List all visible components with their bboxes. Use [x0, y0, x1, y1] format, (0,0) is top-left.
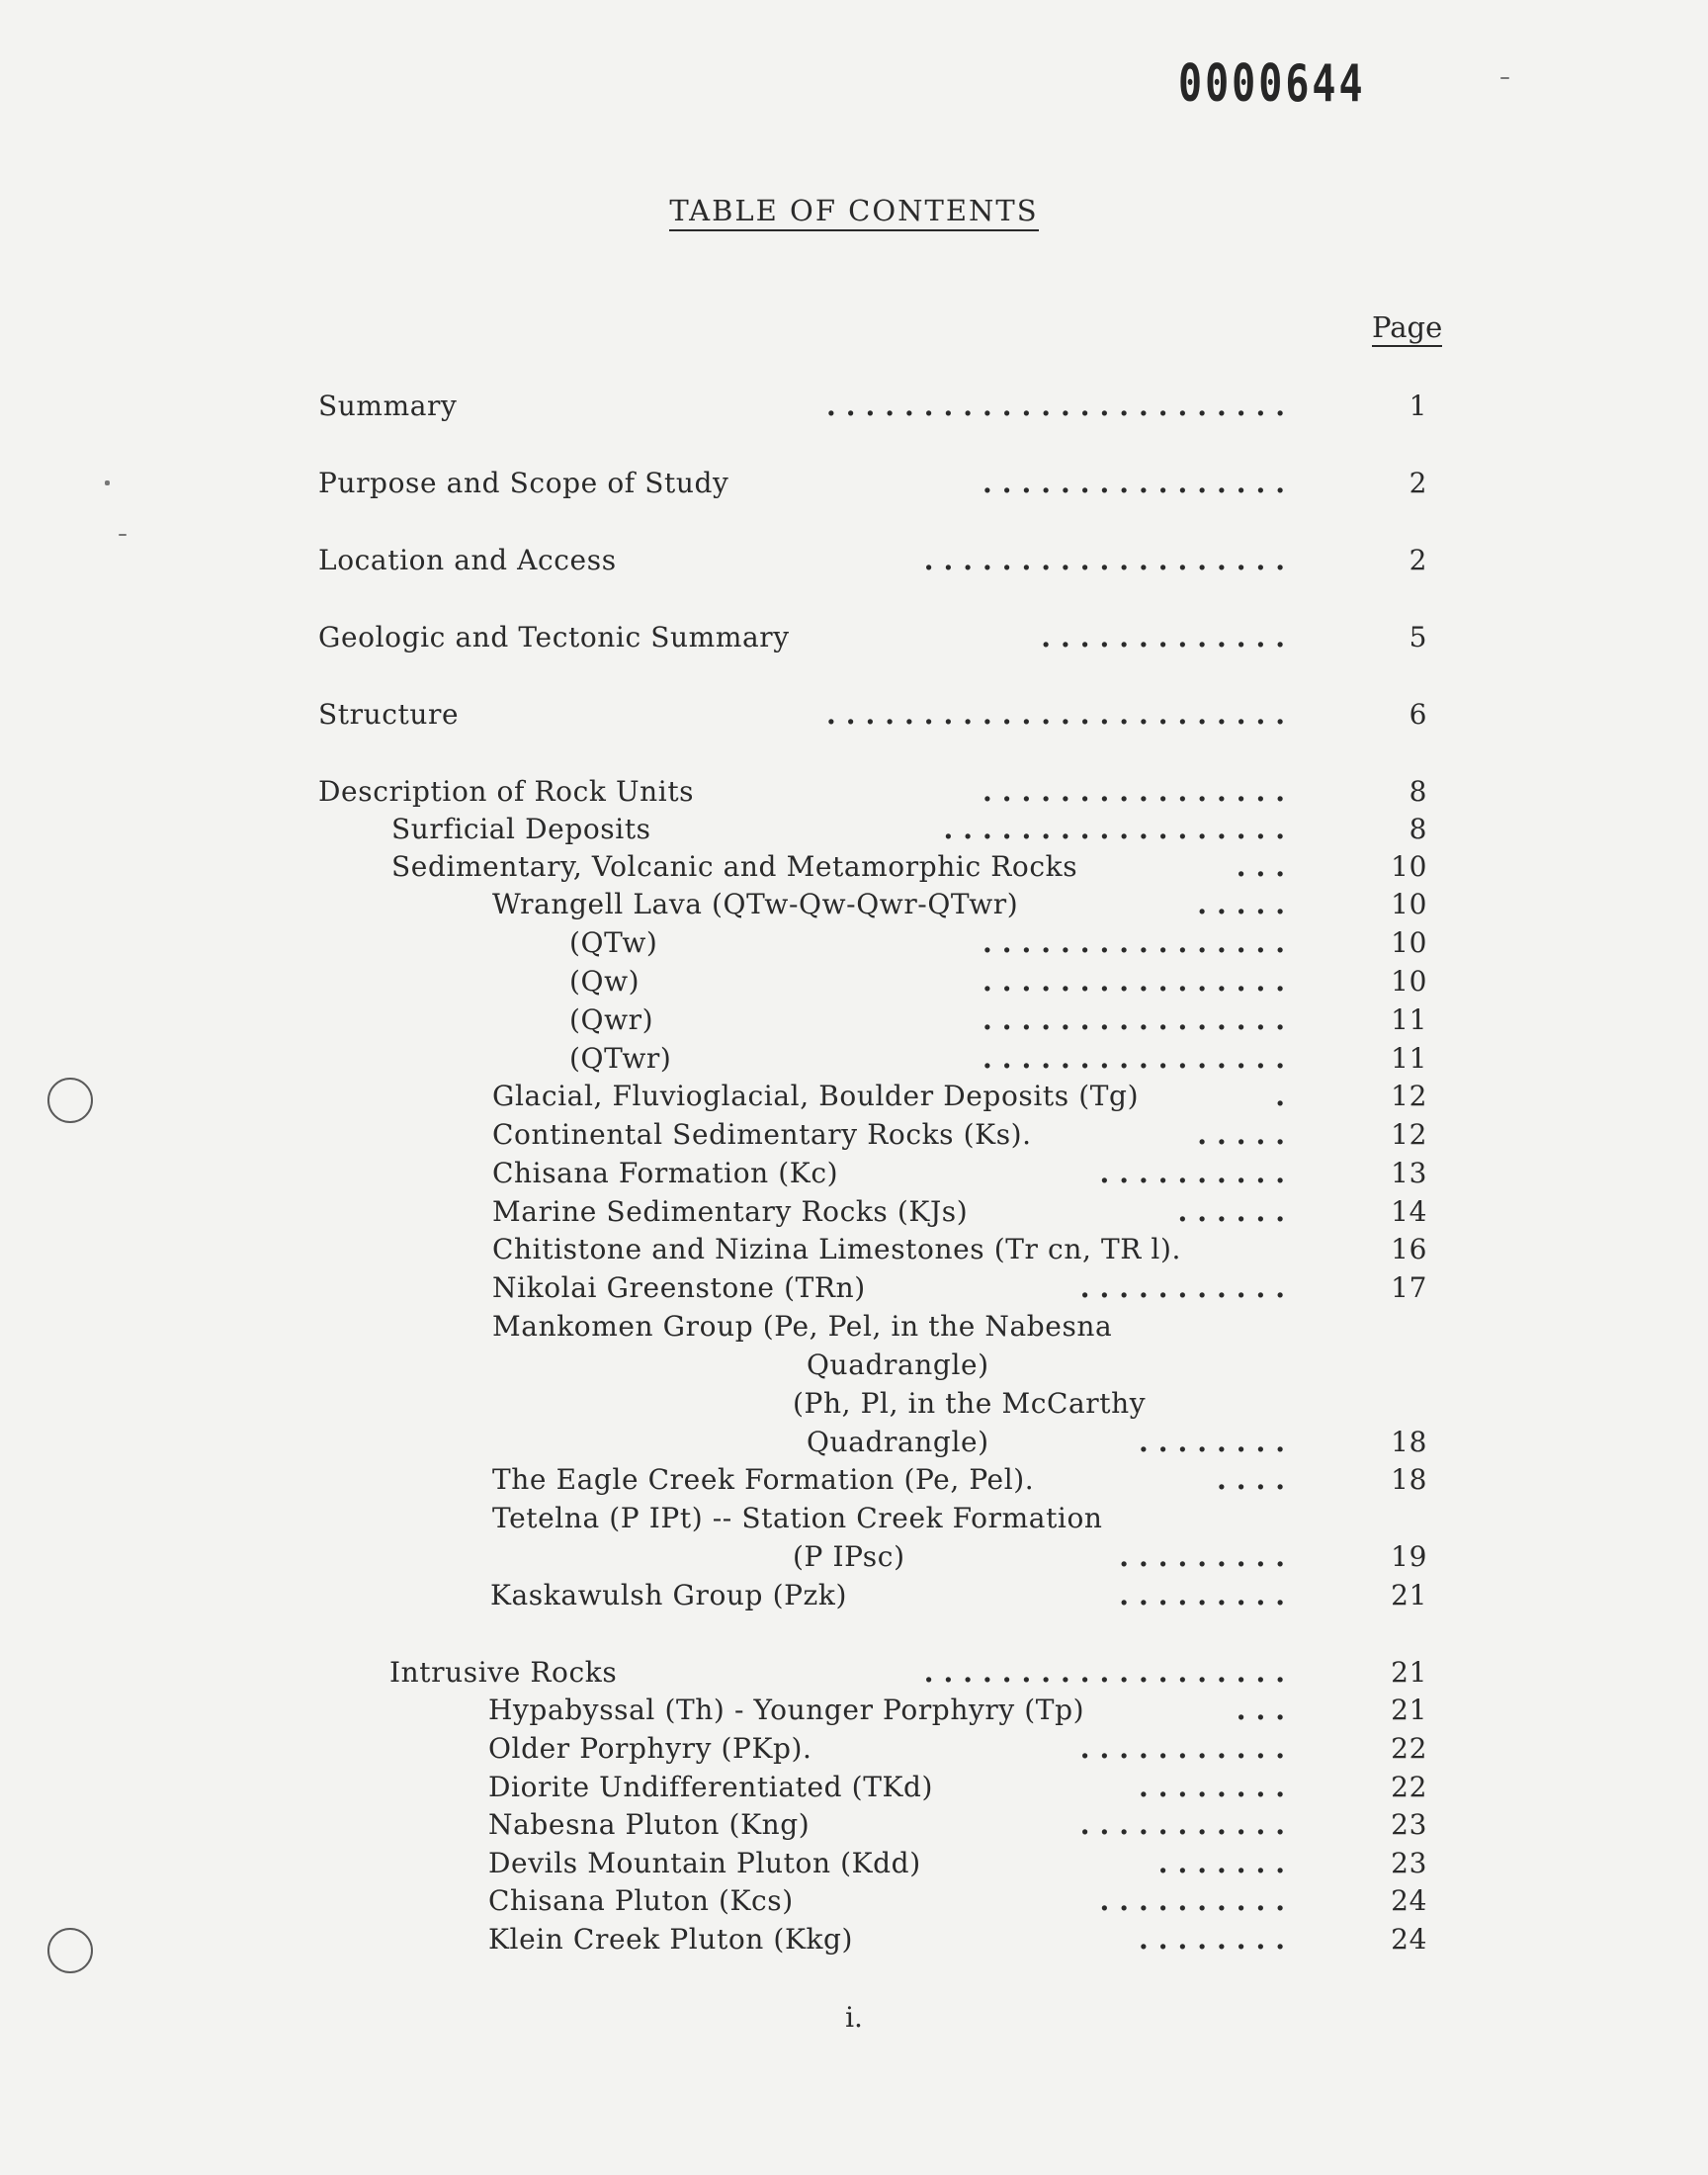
toc-entry-page: 21 [1391, 1579, 1427, 1611]
toc-entry-label: Devils Mountain Pluton (Kdd) [488, 1847, 921, 1879]
toc-dot-leader: ........ [1139, 1771, 1295, 1803]
toc-entry-page: 17 [1391, 1271, 1427, 1304]
toc-entry [0, 1116, 1708, 1154]
toc-entry-page: 6 [1409, 698, 1427, 731]
toc-entry [0, 1308, 1708, 1346]
toc-entry [0, 1001, 1708, 1039]
toc-entry [0, 1040, 1708, 1078]
toc-dot-leader: ................ [982, 965, 1295, 998]
toc-entry-label: Quadrangle) [807, 1426, 989, 1458]
punch-hole [47, 1928, 93, 1973]
toc-entry-page: 1 [1409, 390, 1427, 422]
toc-entry-label: (Qwr) [569, 1003, 654, 1036]
toc-entry-page: 18 [1391, 1426, 1427, 1458]
toc-dot-leader: ...... [1177, 1195, 1295, 1228]
toc-dot-leader: .......... [1099, 1884, 1295, 1917]
toc-entry-page: 10 [1391, 888, 1427, 920]
toc-entry-label: Nikolai Greenstone (TRn) [492, 1271, 866, 1304]
toc-entry [0, 696, 1708, 734]
toc-entry-label: (QTwr) [569, 1042, 672, 1075]
toc-entry-page: 2 [1409, 544, 1427, 576]
toc-entry-label: Hypabyssal (Th) - Younger Porphyry (Tp) [488, 1694, 1085, 1726]
toc-dot-leader: ................ [982, 1003, 1295, 1036]
toc-entry-page: 23 [1391, 1808, 1427, 1841]
toc-entry [0, 1231, 1708, 1268]
toc-entry [0, 1730, 1708, 1768]
toc-entry-label: Summary [318, 390, 458, 422]
toc-entry-page: 24 [1391, 1884, 1427, 1917]
toc-entry [0, 848, 1708, 886]
toc-entry-page: 13 [1391, 1157, 1427, 1189]
toc-dot-leader: ........ [1139, 1923, 1295, 1956]
toc-entry-label: (QTw) [569, 926, 658, 959]
toc-entry-label: Klein Creek Pluton (Kkg) [488, 1923, 854, 1956]
toc-entry [0, 1078, 1708, 1115]
toc-dot-leader: ........................ [826, 698, 1295, 731]
toc-dot-leader: ... [1236, 1694, 1295, 1726]
speck [105, 480, 110, 485]
toc-dot-leader: ........ [1139, 1426, 1295, 1458]
toc-entry [0, 1385, 1708, 1423]
toc-entry-page: 5 [1409, 621, 1427, 653]
toc-entry [0, 388, 1708, 425]
toc-entry-label: Marine Sedimentary Rocks (KJs) [492, 1195, 969, 1228]
toc-entry-label: Surficial Deposits [391, 813, 651, 845]
toc-entry-page: 21 [1391, 1656, 1427, 1689]
toc-entry [0, 1769, 1708, 1806]
toc-entry-label: Older Porphyry (PKp). [488, 1732, 812, 1765]
toc-dot-leader: . [1275, 1080, 1295, 1112]
toc-entry-label: Quadrangle) [807, 1348, 989, 1381]
toc-entry-label: Location and Access [318, 544, 617, 576]
page-folio: i. [845, 2001, 863, 2034]
toc-entry-page: 22 [1391, 1771, 1427, 1803]
toc-entry-page: 21 [1391, 1694, 1427, 1726]
toc-entry-page: 10 [1391, 850, 1427, 883]
toc-dot-leader: ....... [1157, 1847, 1295, 1879]
toc-dot-leader: ........... [1079, 1732, 1295, 1765]
toc-dot-leader: ................ [982, 467, 1295, 499]
toc-entry-label: Geologic and Tectonic Summary [318, 621, 790, 653]
toc-entry [0, 1538, 1708, 1576]
toc-entry-page: 11 [1391, 1003, 1427, 1036]
toc-entry [0, 924, 1708, 962]
toc-entry-label: Diorite Undifferentiated (TKd) [488, 1771, 934, 1803]
toc-dot-leader: .......... [1099, 1157, 1295, 1189]
toc-entry-page: 12 [1391, 1080, 1427, 1112]
toc-entry-label: (P IPsc) [793, 1540, 905, 1573]
speck [119, 534, 127, 536]
toc-entry-page: 22 [1391, 1732, 1427, 1765]
toc-dot-leader: ................... [923, 544, 1295, 576]
toc-entry-label: Chisana Formation (Kc) [492, 1157, 839, 1189]
toc-entry-page: 24 [1391, 1923, 1427, 1956]
toc-entry [0, 542, 1708, 579]
toc-entry-label: Chisana Pluton (Kcs) [488, 1884, 794, 1917]
toc-entry-page: 18 [1391, 1463, 1427, 1496]
toc-entry-page: 10 [1391, 965, 1427, 998]
toc-entry [0, 1461, 1708, 1499]
toc-entry [0, 1845, 1708, 1882]
toc-entry [0, 1654, 1708, 1692]
toc-entry-label: (Qw) [569, 965, 640, 998]
toc-entry-label: Kaskawulsh Group (Pzk) [490, 1579, 847, 1611]
toc-entry [0, 1269, 1708, 1307]
toc-dot-leader: ............. [1041, 621, 1295, 653]
toc-entry [0, 465, 1708, 502]
toc-dot-leader: ........... [1079, 1271, 1295, 1304]
toc-entry [0, 619, 1708, 656]
toc-entry-label: Tetelna (P IPt) -- Station Creek Formation [492, 1502, 1103, 1534]
toc-dot-leader: ......... [1119, 1540, 1295, 1573]
toc-entry [0, 1577, 1708, 1614]
toc-entry [0, 1806, 1708, 1844]
toc-entry [0, 1882, 1708, 1920]
toc-entry-page: 10 [1391, 926, 1427, 959]
toc-entry-label: Sedimentary, Volcanic and Metamorphic Rocks [391, 850, 1078, 883]
toc-entry-label: Structure [318, 698, 460, 731]
page-title [0, 194, 1708, 227]
toc-dot-leader: .................. [943, 813, 1295, 845]
toc-entry-label: Glacial, Fluvioglacial, Boulder Deposits (Tg) [492, 1080, 1140, 1112]
page-column-header: Page [1372, 310, 1442, 347]
toc-dot-leader: ................ [982, 926, 1295, 959]
toc-entry-page: 2 [1409, 467, 1427, 499]
toc-dot-leader: ................... [923, 1656, 1295, 1689]
toc-entry-page: 8 [1409, 813, 1427, 845]
toc-dot-leader: ................ [982, 775, 1295, 808]
toc-dot-leader: ........................ [826, 390, 1295, 422]
toc-entry-page: 19 [1391, 1540, 1427, 1573]
toc-entry [0, 1424, 1708, 1461]
toc-entry [0, 886, 1708, 923]
document-number-stamp: 0000644 [1178, 54, 1366, 114]
toc-entry-label: Chitistone and Nizina Limestones (Tr cn, TR l). [492, 1233, 1182, 1265]
toc-entry-label: Nabesna Pluton (Kng) [488, 1808, 811, 1841]
toc-dot-leader: ... [1236, 850, 1295, 883]
toc-entry-label: Purpose and Scope of Study [318, 467, 729, 499]
punch-hole [47, 1078, 93, 1123]
toc-entry-label: Mankomen Group (Pe, Pel, in the Nabesna [492, 1310, 1113, 1343]
toc-entry [0, 963, 1708, 1000]
toc-entry [0, 811, 1708, 848]
toc-entry [0, 1155, 1708, 1192]
toc-entry-page: 14 [1391, 1195, 1427, 1228]
toc-entry-page: 8 [1409, 775, 1427, 808]
toc-dot-leader: ......... [1119, 1579, 1295, 1611]
toc-dot-leader: ..... [1197, 888, 1295, 920]
toc-entry-label: Continental Sedimentary Rocks (Ks). [492, 1118, 1032, 1151]
toc-entry-label: The Eagle Creek Formation (Pe, Pel). [492, 1463, 1035, 1496]
toc-entry-page: 23 [1391, 1847, 1427, 1879]
toc-entry-page: 16 [1391, 1233, 1427, 1265]
toc-entry [0, 1347, 1708, 1384]
toc-dot-leader: ..... [1197, 1118, 1295, 1151]
speck [1500, 77, 1509, 79]
toc-entry-label: Intrusive Rocks [389, 1656, 618, 1689]
toc-entry [0, 1193, 1708, 1231]
toc-entry-page: 11 [1391, 1042, 1427, 1075]
toc-entry [0, 1500, 1708, 1537]
toc-entry-page: 12 [1391, 1118, 1427, 1151]
toc-dot-leader: .... [1217, 1463, 1295, 1496]
page-title-text: TABLE OF CONTENTS [669, 194, 1038, 231]
toc-dot-leader: ................ [982, 1042, 1295, 1075]
toc-entry-label: (Ph, Pl, in the McCarthy [793, 1387, 1147, 1420]
toc-entry-label: Description of Rock Units [318, 775, 695, 808]
toc-dot-leader: ........... [1079, 1808, 1295, 1841]
toc-entry [0, 1921, 1708, 1958]
toc-entry [0, 1692, 1708, 1729]
toc-entry-label: Wrangell Lava (QTw-Qw-Qwr-QTwr) [492, 888, 1019, 920]
toc-entry [0, 773, 1708, 811]
